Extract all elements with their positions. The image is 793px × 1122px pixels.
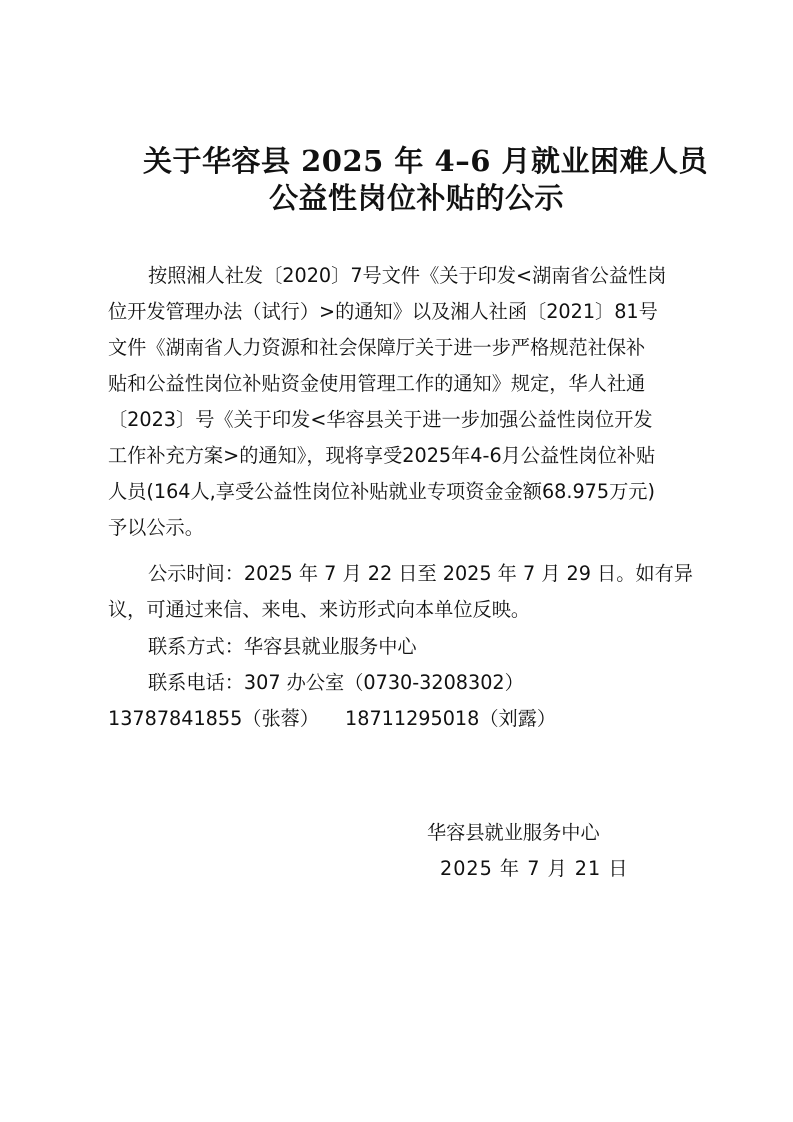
notice-time-line-2: 议，可通过来信、来电、来访形式向本单位反映。 [108, 598, 531, 621]
title-line-2: 公益性岗位补贴的公示 [268, 181, 564, 215]
main-paragraph [108, 258, 708, 546]
paragraph-line: 工作补充方案>的通知》，现将享受2025年4-6月公益性岗位补贴 [108, 444, 656, 467]
signature-date: 2025 年 7 月 21 日 [440, 857, 629, 880]
contact-method: 联系方式：华容县就业服务中心 [148, 635, 417, 658]
paragraph-line: 贴和公益性岗位补贴资金使用管理工作的通知》规定，华人社通 [108, 372, 646, 395]
paragraph-line: 予以公示。 [108, 516, 204, 539]
title-line-1: 关于华容县 2025 年 4–6 月就业困难人员 [143, 144, 708, 178]
paragraph-line: 〔2023〕号《关于印发<华容县关于进一步加强公益性岗位开发 [108, 408, 653, 431]
mobile-number-1: 13787841855（张蓉） [108, 707, 320, 730]
mobile-number-2: 18711295018（刘露） [345, 707, 557, 730]
paragraph-line: 人员(164人,享受公益性岗位补贴就业专项资金金额68.975万元) [108, 480, 655, 503]
contact-mobiles [108, 701, 556, 737]
document-title [0, 143, 793, 217]
notice-time-line-1: 公示时间：2025 年 7 月 22 日至 2025 年 7 月 29 日。如有异 [148, 562, 693, 585]
paragraph-line: 按照湘人社发〔2020〕7号文件《关于印发<湖南省公益性岗 [148, 264, 667, 287]
signature-organization: 华容县就业服务中心 [427, 821, 600, 844]
paragraph-line: 位开发管理办法（试行）>的通知》以及湘人社函〔2021〕81号 [108, 300, 658, 323]
contact-phone: 联系电话：307 办公室（0730-3208302） [148, 671, 524, 694]
paragraph-line: 文件《湖南省人力资源和社会保障厅关于进一步严格规范社保补 [108, 336, 646, 359]
notice-time-paragraph [108, 556, 708, 628]
